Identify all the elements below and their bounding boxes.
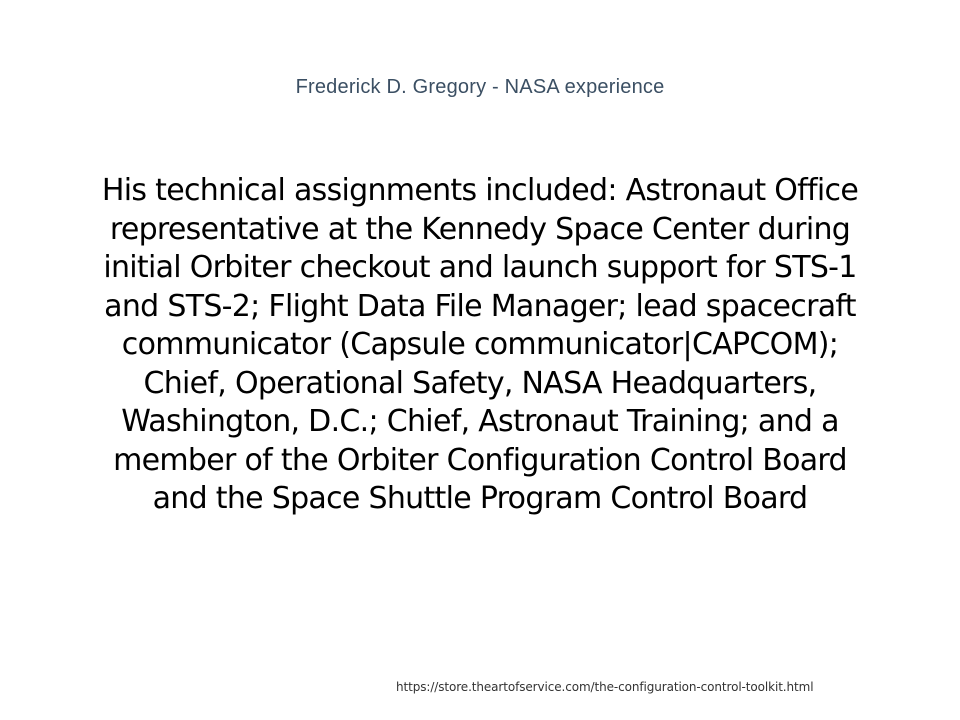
slide-body-text: His technical assignments included: Astronaut Office representative at the Kennedy Space Center during initial Orbiter checkout and launch support for STS-1 and STS-2; Flight Data File Manager; lead spacecraft communicator (Capsule communicator|CAPCOM); Chief, Operational Safety, NASA Headquarters, Washington, D.C.; Chief, Astronaut Training; and a member of the Orbiter Configuration Control Board and the Space Shuttle Program Control Board bbox=[101, 173, 859, 516]
source-url[interactable]: https://store.theartofservice.com/the-configuration-control-toolkit.html bbox=[396, 680, 814, 694]
slide-title: Frederick D. Gregory - NASA experience bbox=[295, 76, 665, 98]
